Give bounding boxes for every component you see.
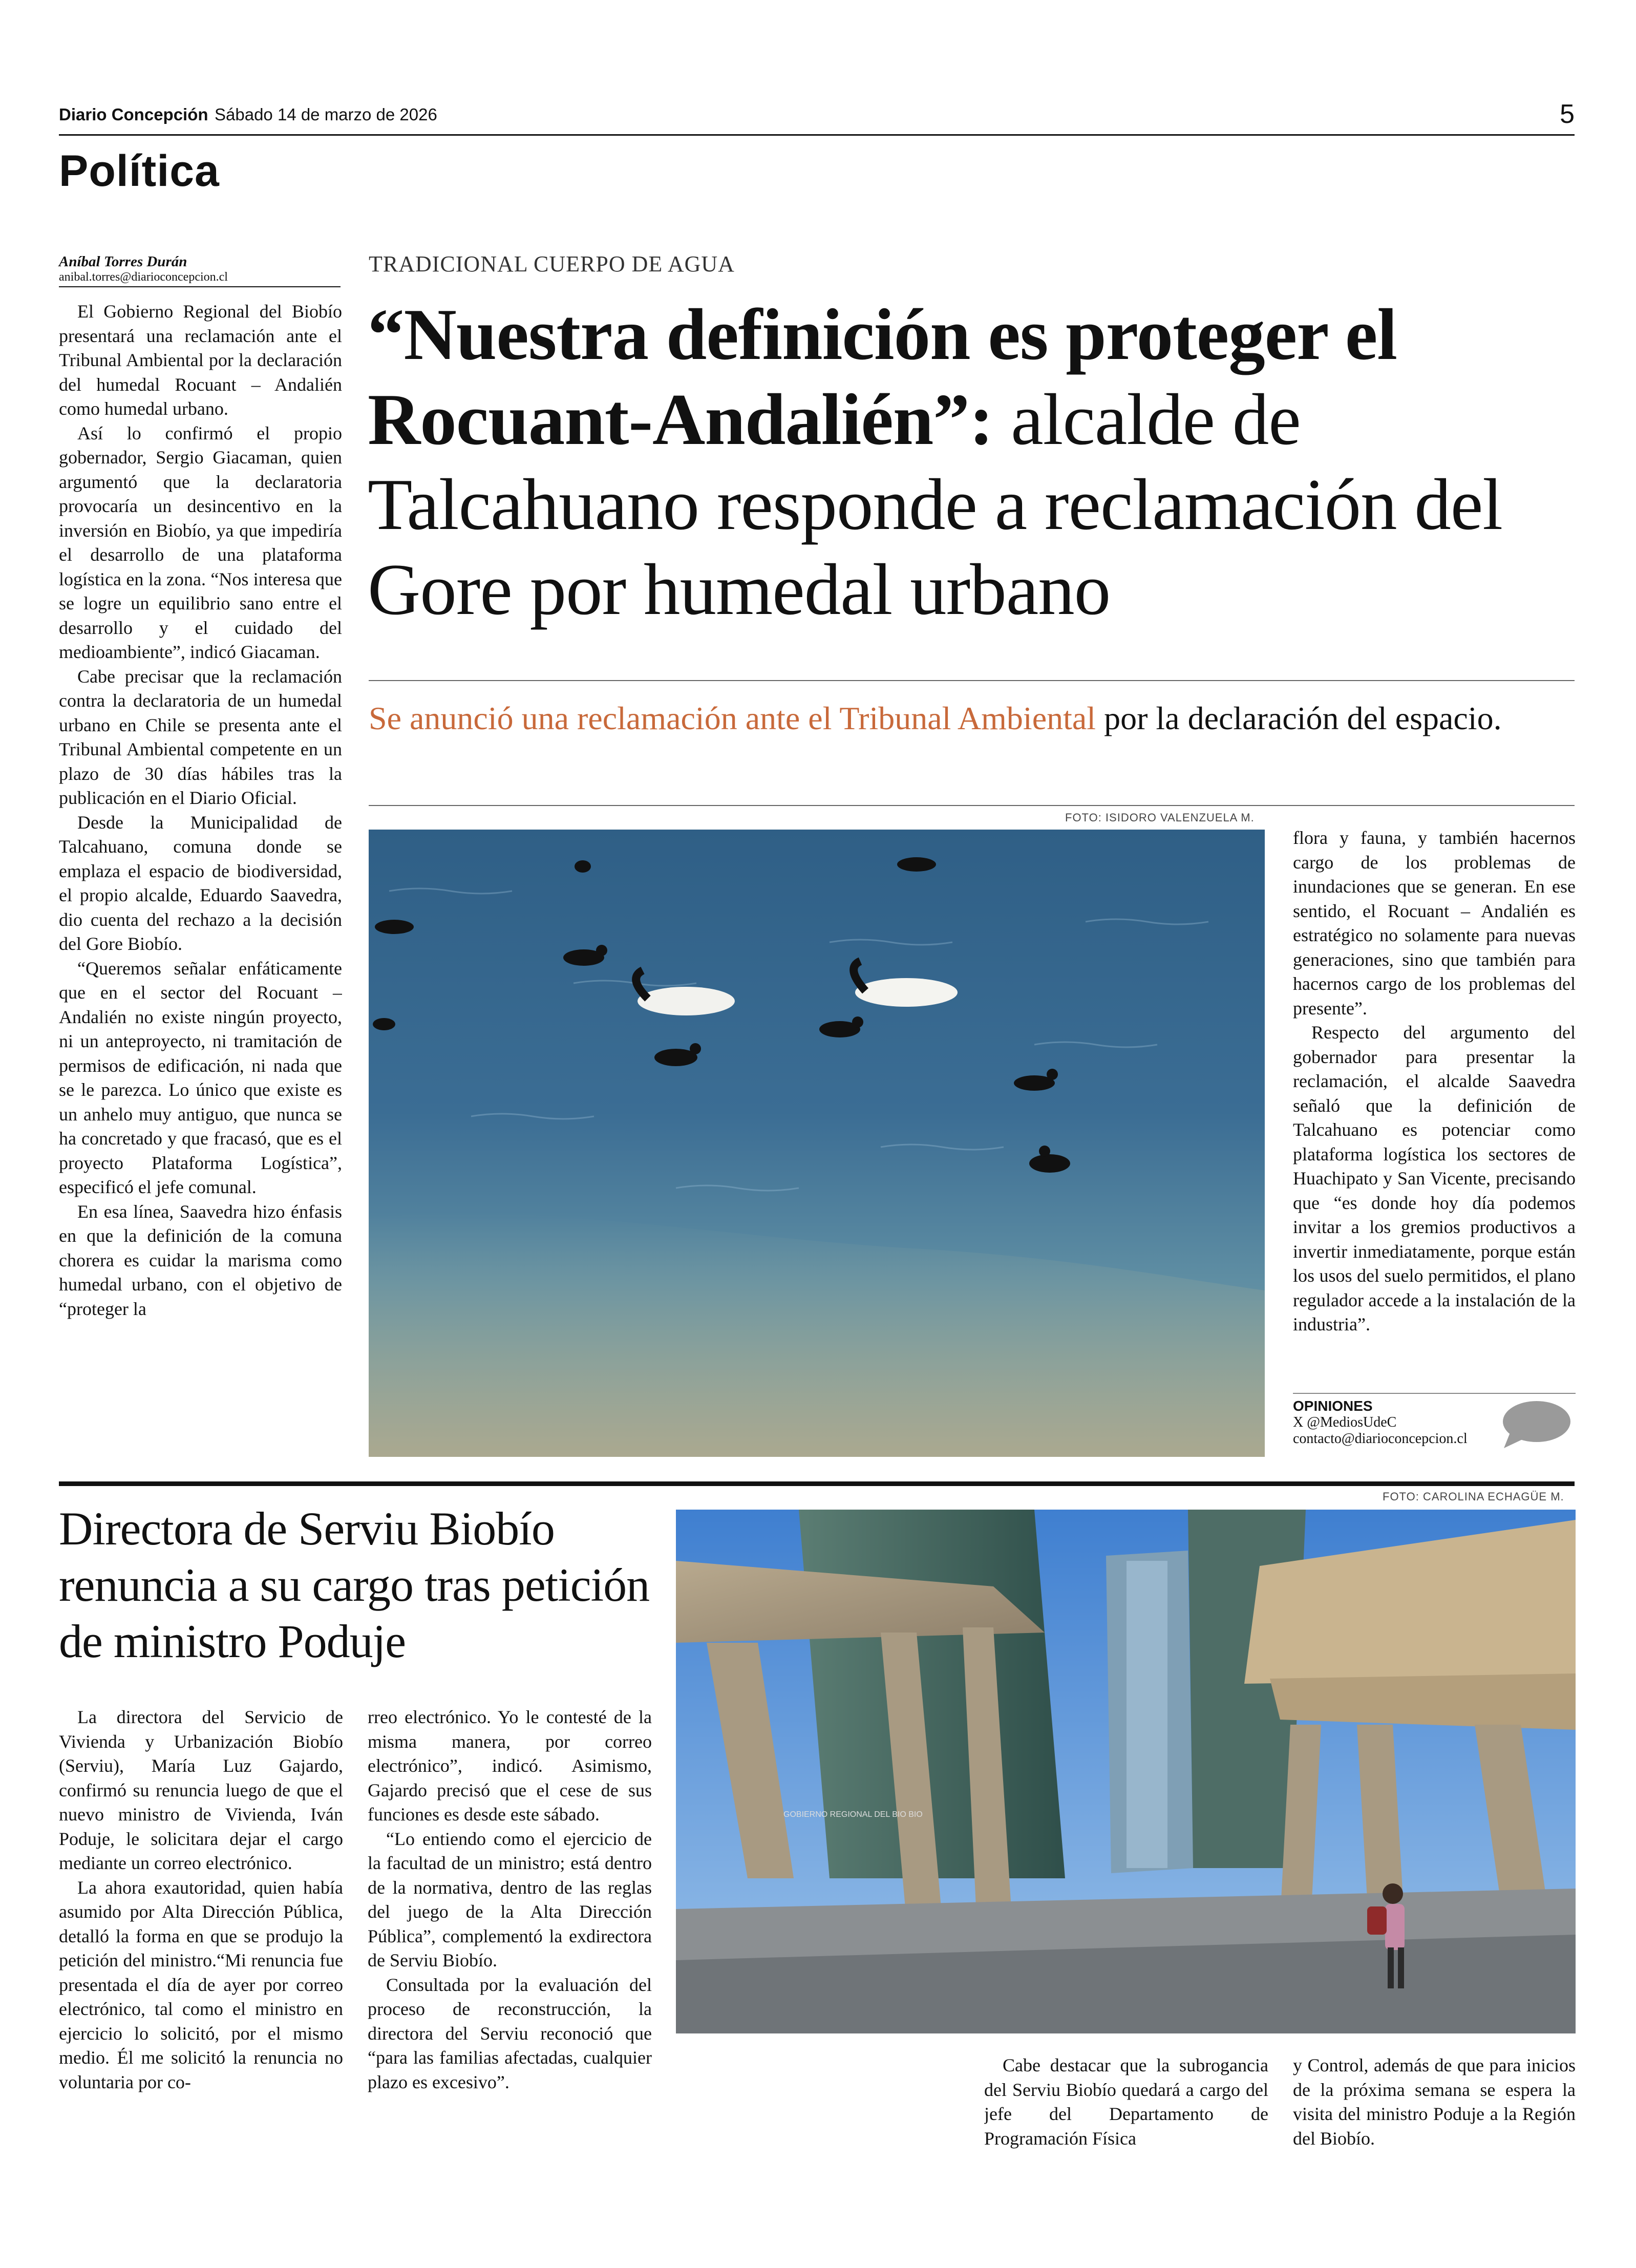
building-photo [676, 1510, 1576, 2033]
article2-col4 [1293, 2053, 1576, 2166]
article2-col2 [368, 1705, 652, 2166]
paragraph: “Lo entiendo como el ejercicio de la facultad de un ministro; está dentro de la normativa, dentro de las reglas del juego de la Alta Dirección Pública”, complementó la exdirectora de Serviu Biobío. [368, 1828, 652, 1970]
article1-col3 [1293, 826, 1576, 1389]
byline [59, 253, 341, 287]
article1-deck [369, 697, 1567, 739]
coot-icon [897, 857, 936, 872]
paragraph: “Queremos señalar enfáticamente que en el sector del Rocuant – Andalién no existe ningún proyecto, ni un anteproyecto, ni tramitación de permisos de edificación, ni nada que se le parezca. Lo único que existe es un anhelo muy antiguo, que nunca se ha concretado y que fracasó, que es el proyecto Plataforma Logística”, especificó el jefe comunal. [59, 958, 342, 1197]
paper-name: Diario Concepción [59, 105, 208, 124]
deck-rule-top [369, 680, 1575, 681]
paragraph: El Gobierno Regional del Biobío presentará una reclamación ante el Tribunal Ambiental por la declaración del humedal Rocuant – Andalién como humedal urbano. [59, 301, 342, 419]
paragraph: y Control, además de que para inicios de la próxima semana se espera la visita del ministro Poduje a la Región del Biobío. [1293, 2055, 1576, 2149]
coot-icon [375, 920, 414, 934]
paragraph: flora y fauna, y también hacernos cargo de los problemas de inundaciones que se generan. En ese sentido, el Rocuant – Andalién es estratégico no solamente para nuevas generaciones, sino que también para hacernos cargo de los problemas del presente”. [1293, 828, 1576, 1019]
opinions-label: OPINIONES [1293, 1398, 1373, 1414]
paragraph: Desde la Municipalidad de Talcahuano, comuna donde se emplaza el espacio de biodiversidad, el propio alcalde, Eduardo Saavedra, dio cuenta del rechazo a la decisión del Gore Biobío. [59, 812, 342, 954]
section-title: Política [59, 146, 220, 196]
opinions-rule [1293, 1393, 1576, 1394]
article1-col1 [59, 300, 342, 1457]
building-sign: GOBIERNO REGIONAL DEL BIO BIO [783, 1810, 923, 1819]
page-number: 5 [1560, 99, 1575, 129]
paragraph: Cabe destacar que la subrogancia del Serviu Biobío quedará a cargo del jefe del Departamento de Programación Física [984, 2055, 1268, 2149]
byline-name: Aníbal Torres Durán [59, 253, 187, 270]
article2-headline: Directora de Serviu Biobío renuncia a su cargo tras petición de ministro Poduje [59, 1502, 650, 1667]
headline-bold: “Nuestra definición es proteger el Rocuant-Andalién”: [368, 294, 1397, 460]
headline-light: alcalde de Talcahuano responde a reclamación del Gore por humedal urbano [368, 379, 1503, 630]
paragraph: La ahora exautoridad, quien había asumido por Alta Dirección Pública, detalló la forma en que se produjo la petición del ministro.“Mi renuncia fue presentada el día de ayer por correo electrónico, tal como el ministro en ejercicio lo solicitó, por el mismo medio. Él me solicitó la renuncia no voluntaria por co- [59, 1877, 343, 2092]
coot-icon [373, 1018, 395, 1030]
opinions-box [1293, 1398, 1576, 1454]
article1-headline [368, 292, 1576, 632]
deck-highlight: Se anunció una reclamación ante el Tribunal Ambiental [369, 700, 1096, 736]
paragraph: Respecto del argumento del gobernador para presentar la reclamación, el alcalde Saavedra señaló que la definición de Talcahuano es potenciar como plataforma logística los sectores de Huachipato y San Vicente, precisando que “es donde hoy día podemos invitar a los gremios productivos a invertir inmediatamente, porque están los usos del suelo permitidos, el plano regulador accede a la instalación de la industria”. [1293, 1022, 1576, 1334]
paragraph: En esa línea, Saavedra hizo énfasis en que la definición de la comuna chorera es cuidar la marisma como humedal urbano, con el objetivo de “proteger la [59, 1201, 342, 1319]
deck-rule-bottom [369, 805, 1575, 806]
opinions-handle[interactable]: X @MediosUdeC [1293, 1414, 1397, 1430]
paragraph: Consultada por la evaluación del proceso de reconstrucción, la directora del Serviu reconoció que “para las familias afectadas, cualquier plazo es excesivo”. [368, 1974, 652, 2092]
issue-date: Sábado 14 de marzo de 2026 [215, 105, 437, 124]
masthead-rule [59, 134, 1575, 136]
article2-col1 [59, 1705, 343, 2166]
article2-col3 [984, 2053, 1268, 2166]
wetland-photo [369, 830, 1265, 1457]
paragraph: Cabe precisar que la reclamación contra la declaratoria de un humedal urbano en Chile se presenta ante el Tribunal Ambiental competente en un plazo de 30 días hábiles tras la publicación en el Diario Oficial. [59, 666, 342, 808]
paragraph: rreo electrónico. Yo le contesté de la misma manera, por correo electrónico”, indicó. Asimismo, Gajardo precisó que el cese de sus funciones es desde este sábado. [368, 1707, 652, 1825]
speech-bubble-icon [1500, 1399, 1571, 1450]
coot-icon [1029, 1154, 1070, 1173]
byline-email: anibal.torres@diarioconcepcion.cl [59, 270, 341, 287]
photo-credit: FOTO: ISIDORO VALENZUELA M. [1065, 811, 1255, 824]
paragraph: La directora del Servicio de Vivienda y Urbanización Biobío (Serviu), María Luz Gajardo, confirmó su renuncia luego de que el nuevo ministro de Vivienda, Iván Poduje, le solicitara dejar el cargo mediante un correo electrónico. [59, 1707, 343, 1873]
kicker: TRADICIONAL CUERPO DE AGUA [369, 251, 735, 277]
opinions-email[interactable]: contacto@diarioconcepcion.cl [1293, 1431, 1468, 1447]
deck-rest: por la declaración del espacio. [1104, 700, 1502, 736]
masthead [59, 99, 1575, 131]
coot-icon [575, 860, 591, 873]
article-separator [59, 1481, 1575, 1486]
photo-credit: FOTO: CAROLINA ECHAGÜE M. [1383, 1490, 1564, 1503]
paragraph: Así lo confirmó el propio gobernador, Sergio Giacaman, quien argumentó que la declaratoria provocaría un desincentivo en la inversión en Biobío, ya que impediría el desarrollo de una plataforma logística en la zona. “Nos interesa que se logre un equilibrio sano entre el desarrollo y el cuidado del medioambiente”, indicó Giacaman. [59, 422, 342, 662]
